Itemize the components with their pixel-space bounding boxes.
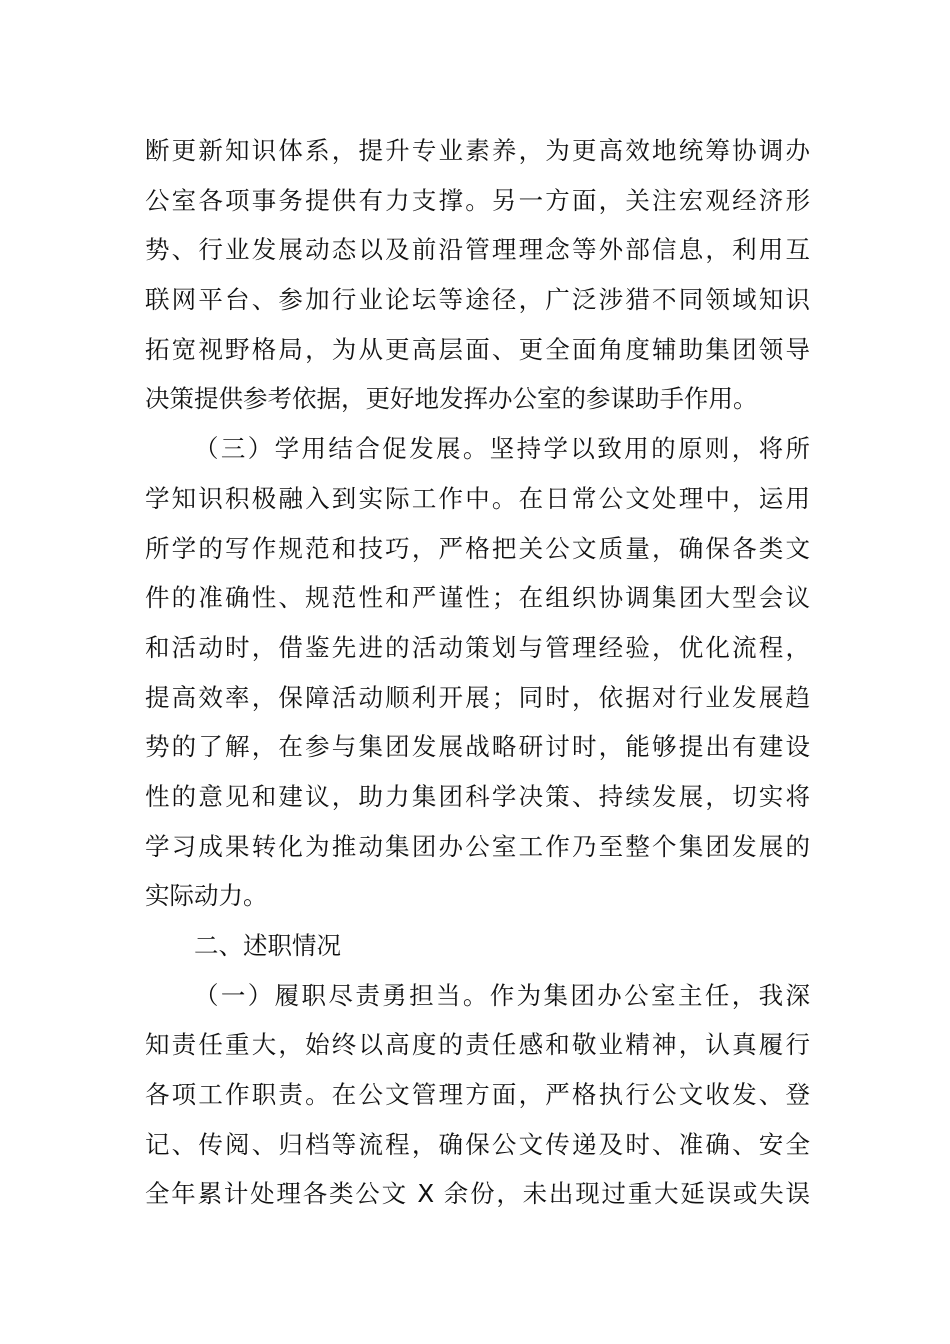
text-line: 性的意见和建议，助力集团科学决策、持续发展，切实将 bbox=[145, 781, 810, 811]
text-line: 提高效率，保障活动顺利开展；同时，依据对行业发展趋 bbox=[145, 682, 810, 712]
text-line: 件的准确性、规范性和严谨性；在组织协调集团大型会议 bbox=[145, 583, 810, 613]
text-line: 公室各项事务提供有力支撑。另一方面，关注宏观经济形 bbox=[145, 185, 810, 215]
text-line: 和活动时，借鉴先进的活动策划与管理经验，优化流程， bbox=[145, 632, 810, 662]
text-line: 所学的写作规范和技巧，严格把关公文质量，确保各类文 bbox=[145, 533, 810, 563]
text-line: 拓宽视野格局，为从更高层面、更全面角度辅助集团领导 bbox=[145, 334, 810, 364]
text-line: 决策提供参考依据，更好地发挥办公室的参谋助手作用。 bbox=[145, 384, 758, 414]
text-line: 知责任重大，始终以高度的责任感和敬业精神，认真履行 bbox=[145, 1030, 810, 1060]
text-line: 各项工作职责。在公文管理方面，严格执行公文收发、登 bbox=[145, 1080, 810, 1110]
subheading-line: （三）学用结合促发展。坚持学以致用的原则，将所 bbox=[194, 434, 810, 464]
text-line: 记、传阅、归档等流程，确保公文传递及时、准确、安全 bbox=[145, 1129, 810, 1159]
text-line: 学知识积极融入到实际工作中。在日常公文处理中，运用 bbox=[145, 483, 810, 513]
section-heading: 二、述职情况 bbox=[194, 931, 341, 960]
text-line: 断更新知识体系，提升专业素养，为更高效地统筹协调办 bbox=[145, 136, 810, 165]
text-line: 学习成果转化为推动集团办公室工作乃至整个集团发展的 bbox=[145, 831, 810, 861]
text-line: 势的了解，在参与集团发展战略研讨时，能够提出有建设 bbox=[145, 732, 810, 762]
text-line: 势、行业发展动态以及前沿管理理念等外部信息，利用互 bbox=[145, 235, 810, 265]
body-text bbox=[145, 126, 810, 1219]
text-line: 全年累计处理各类公文 X 余份，未出现过重大延误或失误 bbox=[145, 1179, 810, 1209]
text-line: 联网平台、参加行业论坛等途径，广泛涉猎不同领域知识 bbox=[145, 285, 810, 315]
subheading-line: （一）履职尽责勇担当。作为集团办公室主任，我深 bbox=[194, 980, 810, 1010]
text-line: 实际动力。 bbox=[145, 881, 268, 911]
